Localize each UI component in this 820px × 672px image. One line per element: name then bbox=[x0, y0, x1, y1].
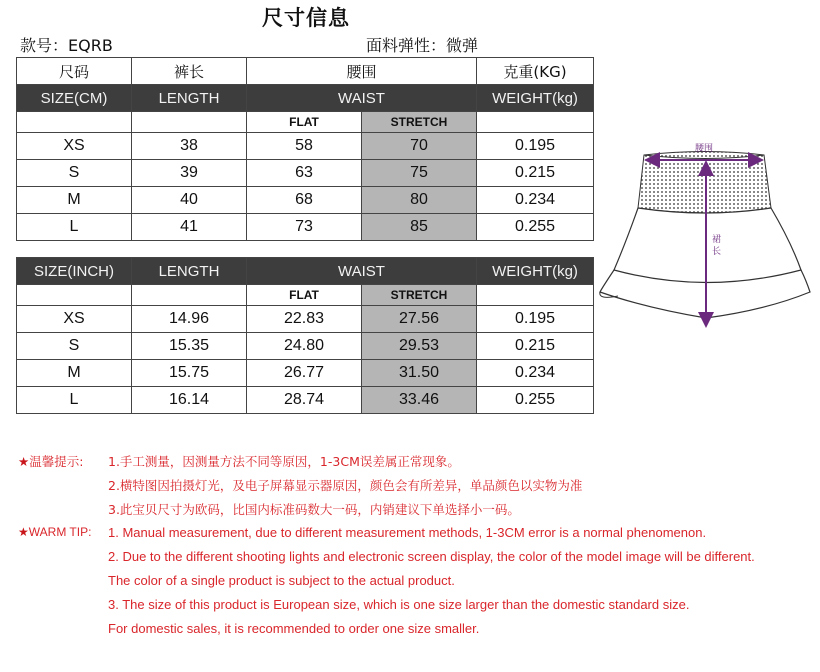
cn-note-1: 1.手工测量，因测量方法不同等原因，1-3CM误差属正常现象。 bbox=[108, 454, 460, 469]
table-row bbox=[17, 306, 594, 333]
length-label-2: 长 bbox=[712, 247, 722, 257]
table-row bbox=[17, 214, 594, 241]
header-waist: WAIST bbox=[247, 85, 477, 112]
cn-note-2: 2.横特图因拍摄灯光，及电子屏幕显示器原因，颜色会有所差异，单品颜色以实物为准 bbox=[108, 478, 583, 493]
en-note-1: 1. Manual measurement, due to different measurement methods, 1-3CM error is a normal phenomenon. bbox=[108, 525, 707, 540]
table-row bbox=[17, 187, 594, 214]
size-cell: M bbox=[17, 360, 132, 387]
en-note-2b: The color of a single product is subject to the actual product. bbox=[108, 573, 455, 588]
table-row bbox=[17, 333, 594, 360]
size-cell: L bbox=[17, 214, 132, 241]
sub-header-row bbox=[17, 285, 594, 306]
table-row bbox=[17, 133, 594, 160]
weight-cell: 0.215 bbox=[477, 160, 594, 187]
stretch-cell: 29.53 bbox=[362, 333, 477, 360]
length-cell: 15.35 bbox=[132, 333, 247, 360]
flat-cell: 24.80 bbox=[247, 333, 362, 360]
flat-cell: 28.74 bbox=[247, 387, 362, 414]
fabric-elasticity: 面料弹性：微弹 bbox=[366, 36, 479, 55]
en-note-2: 2. Due to the different shooting lights and electronic screen display, the color of the model image will be different. bbox=[108, 549, 755, 564]
header-size: SIZE(INCH) bbox=[17, 258, 132, 285]
cn-note-3: 3.此宝贝尺寸为欧码，比国内标准码数大一码，内销建议下单选择小一码。 bbox=[108, 502, 520, 517]
header-row bbox=[17, 85, 594, 112]
size-cell: XS bbox=[17, 133, 132, 160]
table-row bbox=[17, 360, 594, 387]
header-length: LENGTH bbox=[132, 85, 247, 112]
en-note-3: 3. The size of this product is European size, which is one size larger than the domestic standard size. bbox=[108, 597, 690, 612]
size-table-cm bbox=[16, 57, 594, 241]
skirt-outline-icon bbox=[600, 152, 810, 319]
length-cell: 16.14 bbox=[132, 387, 247, 414]
star-icon: ★ bbox=[18, 454, 30, 469]
flat-cell: 58 bbox=[247, 133, 362, 160]
stretch-cell: 75 bbox=[362, 160, 477, 187]
header-weight: WEIGHT(kg) bbox=[477, 85, 594, 112]
sub-header-stretch: STRETCH bbox=[362, 112, 477, 133]
size-cell: S bbox=[17, 160, 132, 187]
weight-cell: 0.255 bbox=[477, 387, 594, 414]
flat-cell: 26.77 bbox=[247, 360, 362, 387]
table-row bbox=[17, 387, 594, 414]
en-note-3b: For domestic sales, it is recommended to order one size smaller. bbox=[108, 621, 480, 636]
weight-cell: 0.215 bbox=[477, 333, 594, 360]
size-table-inch bbox=[16, 257, 594, 414]
weight-cell: 0.255 bbox=[477, 214, 594, 241]
weight-cell: 0.234 bbox=[477, 360, 594, 387]
sub-header-row bbox=[17, 112, 594, 133]
waist-label: 腰围 bbox=[694, 144, 714, 154]
style-number: 款号：EQRB bbox=[20, 36, 113, 55]
stretch-cell: 70 bbox=[362, 133, 477, 160]
length-cell: 38 bbox=[132, 133, 247, 160]
flat-cell: 63 bbox=[247, 160, 362, 187]
header-weight-cn: 克重(KG) bbox=[477, 58, 594, 85]
header-size-cn: 尺码 bbox=[17, 58, 132, 85]
header-size: SIZE(CM) bbox=[17, 85, 132, 112]
weight-cell: 0.195 bbox=[477, 133, 594, 160]
length-cell: 14.96 bbox=[132, 306, 247, 333]
flat-cell: 68 bbox=[247, 187, 362, 214]
length-cell: 41 bbox=[132, 214, 247, 241]
header-length-cn: 裤长 bbox=[132, 58, 247, 85]
length-cell: 15.75 bbox=[132, 360, 247, 387]
sub-header-stretch: STRETCH bbox=[362, 285, 477, 306]
header-weight: WEIGHT(kg) bbox=[477, 258, 594, 285]
sub-header-flat: FLAT bbox=[247, 112, 362, 133]
size-cell: M bbox=[17, 187, 132, 214]
table-row bbox=[17, 160, 594, 187]
flat-cell: 73 bbox=[247, 214, 362, 241]
cn-header-row bbox=[17, 58, 594, 85]
sub-header-flat: FLAT bbox=[247, 285, 362, 306]
size-cell: XS bbox=[17, 306, 132, 333]
stretch-cell: 33.46 bbox=[362, 387, 477, 414]
length-label-1: 裙 bbox=[712, 235, 722, 245]
weight-cell: 0.195 bbox=[477, 306, 594, 333]
length-cell: 40 bbox=[132, 187, 247, 214]
page-title: 尺寸信息 bbox=[262, 6, 350, 30]
header-waist: WAIST bbox=[247, 258, 477, 285]
star-icon: ★ bbox=[18, 525, 29, 539]
en-tip-heading: ★WARM TIP: bbox=[18, 525, 92, 539]
size-cell: L bbox=[17, 387, 132, 414]
weight-cell: 0.234 bbox=[477, 187, 594, 214]
stretch-cell: 80 bbox=[362, 187, 477, 214]
size-cell: S bbox=[17, 333, 132, 360]
header-waist-cn: 腰围 bbox=[247, 58, 477, 85]
stretch-cell: 85 bbox=[362, 214, 477, 241]
stretch-cell: 27.56 bbox=[362, 306, 477, 333]
flat-cell: 22.83 bbox=[247, 306, 362, 333]
header-length: LENGTH bbox=[132, 258, 247, 285]
stretch-cell: 31.50 bbox=[362, 360, 477, 387]
length-cell: 39 bbox=[132, 160, 247, 187]
skirt-measurement-diagram bbox=[596, 130, 818, 330]
header-row bbox=[17, 258, 594, 285]
cn-tip-heading: ★温馨提示: bbox=[18, 454, 84, 469]
